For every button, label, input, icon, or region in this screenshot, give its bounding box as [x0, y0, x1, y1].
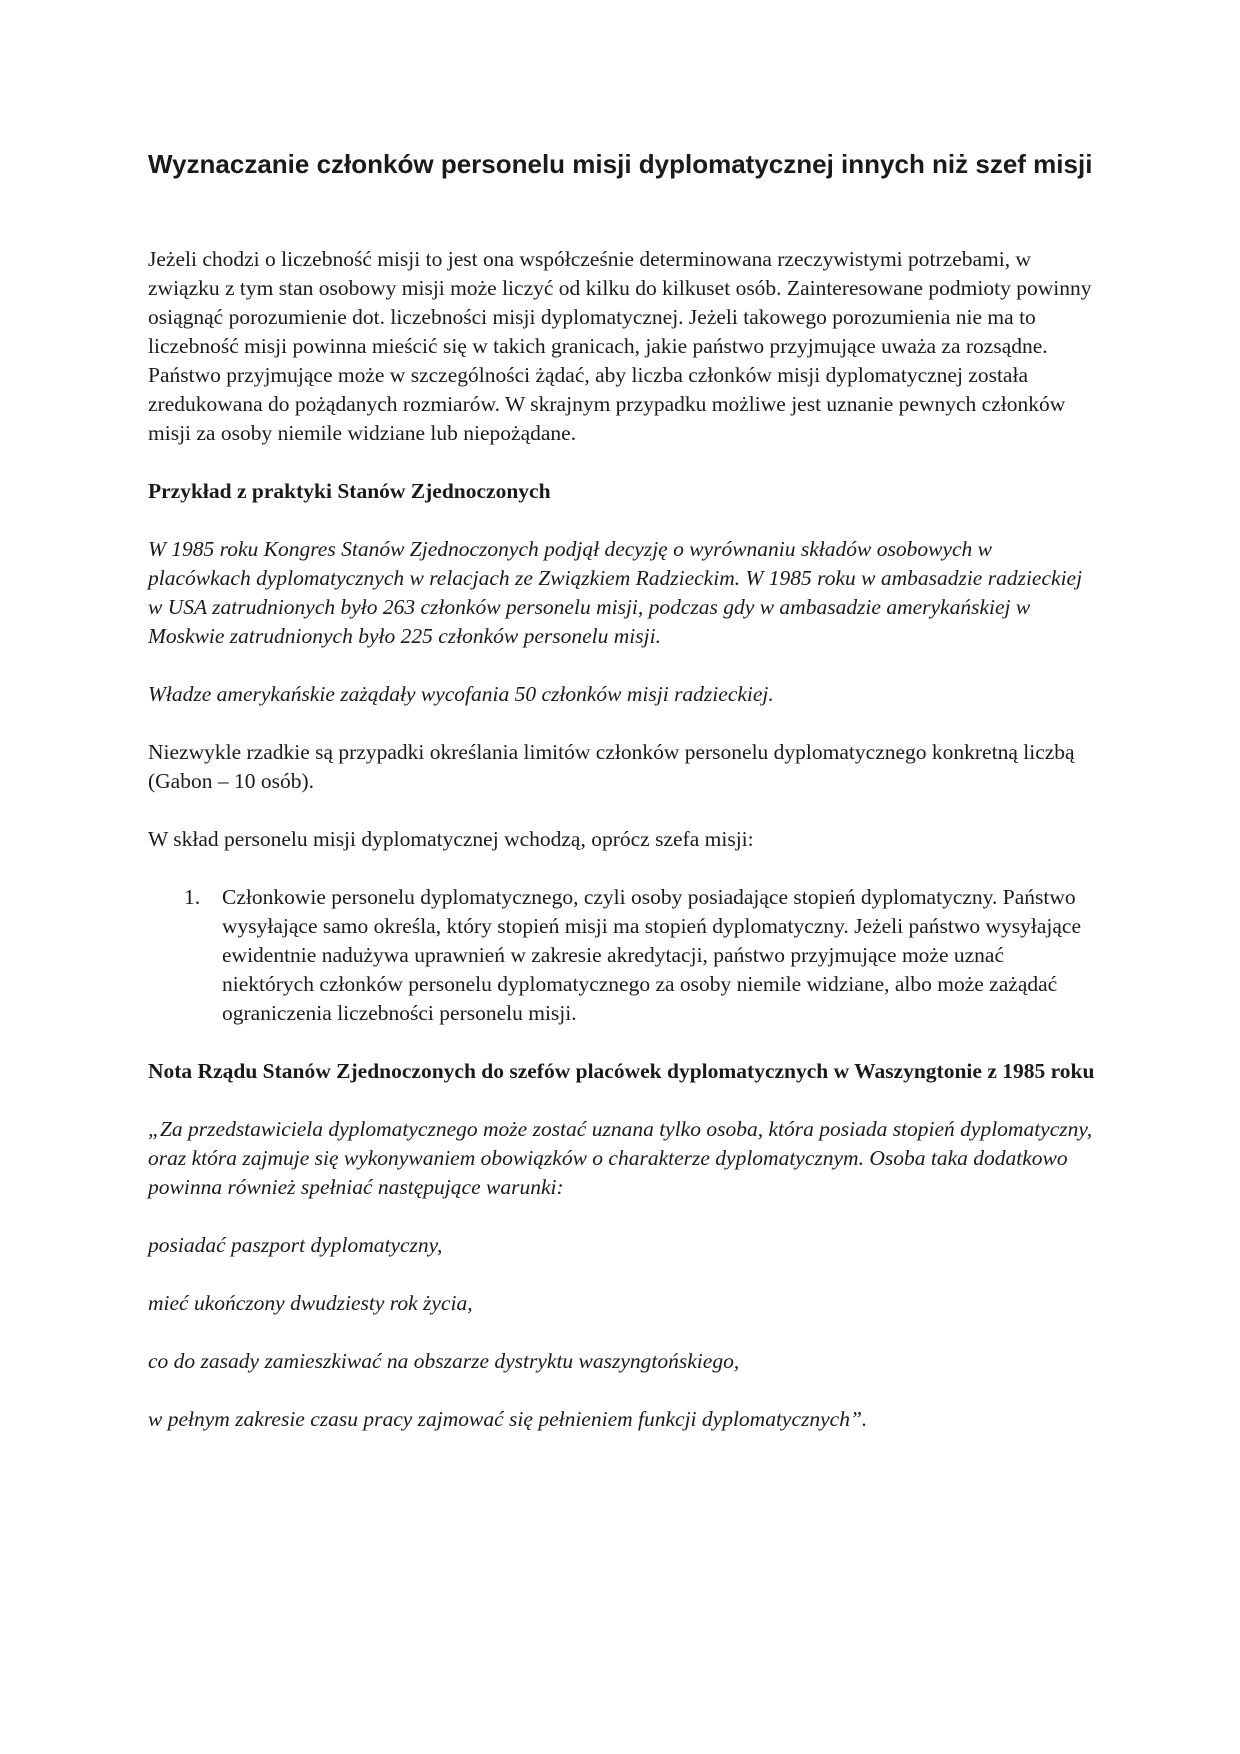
list-item-text: Członkowie personelu dyplomatycznego, czyli osoby posiadające stopień dyplomatyczny. Państwo wysyłające samo określa, który stopień misji ma stopień dyplomatyczny. Jeżeli państwo wysyłające ewidentnie nadużywa uprawnień w zakresie akredytacji, państwo przyjmujące może uznać niektórych członków personelu dyplomatycznego za osoby niemile widziane, albo może zażądać ograniczenia liczebności personelu misji. — [222, 885, 1081, 1025]
personnel-list — [148, 883, 1098, 1028]
quote-condition: w pełnym zakresie czasu pracy zajmować się pełnieniem funkcji dyplomatycznych”. — [148, 1407, 868, 1431]
body-paragraph: Niezwykle rzadkie są przypadki określania limitów członków personelu dyplomatycznego konkretną liczbą (Gabon – 10 osób). — [148, 740, 1075, 793]
section-heading-us-practice: Przykład z praktyki Stanów Zjednoczonych — [148, 479, 551, 503]
quote-condition: posiadać paszport dyplomatyczny, — [148, 1233, 443, 1257]
document-body — [148, 245, 1098, 1463]
body-paragraph: Jeżeli chodzi o liczebność misji to jest ona współcześnie determinowana rzeczywistymi potrzebami, w związku z tym stan osobowy misji może liczyć od kilku do kilkuset osób. Zainteresowane podmioty powinny osiągnąć porozumienie dot. liczebności misji dyplomatycznej. Jeżeli takowego porozumienia nie ma to liczebność misji powinna mieścić się w takich granicach, jakie państwo przyjmujące uważa za rozsądne. Państwo przyjmujące może w szczególności żądać, aby liczba członków misji dyplomatycznej została zredukowana do pożądanych rozmiarów. W skrajnym przypadku możliwe jest uznanie pewnych członków misji za osoby niemile widziane lub niepożądane. — [148, 247, 1092, 445]
body-paragraph: W skład personelu misji dyplomatycznej wchodzą, oprócz szefa misji: — [148, 827, 754, 851]
example-paragraph: W 1985 roku Kongres Stanów Zjednoczonych podjął decyzję o wyrównaniu składów osobowych w placówkach dyplomatycznych w relacjach ze Związkiem Radzieckim. W 1985 roku w ambasadzie radzieckiej w USA zatrudnionych było 263 członków personelu misji, podczas gdy w ambasadzie amerykańskiej w Moskwie zatrudnionych było 225 członków personelu misji. — [148, 537, 1083, 648]
list-item-number: 1. — [184, 885, 201, 909]
quote-condition: co do zasady zamieszkiwać na obszarze dystryktu waszyngtońskiego, — [148, 1349, 740, 1373]
example-paragraph: Władze amerykańskie zażądały wycofania 50 członków misji radzieckiej. — [148, 682, 774, 706]
document-title: Wyznaczanie członków personelu misji dyplomatycznej innych niż szef misji — [148, 149, 1093, 179]
section-heading-note: Nota Rządu Stanów Zjednoczonych do szefów placówek dyplomatycznych w Waszyngtonie z 1985 roku — [148, 1059, 1095, 1083]
quote-condition: mieć ukończony dwudziesty rok życia, — [148, 1291, 473, 1315]
quote-paragraph: „Za przedstawiciela dyplomatycznego może zostać uznana tylko osoba, która posiada stopień dyplomatyczny, oraz która zajmuje się wykonywaniem obowiązków o charakterze dyplomatycznym. Osoba taka dodatkowo powinna również spełniać następujące warunki: — [148, 1117, 1093, 1199]
list-item — [148, 883, 1098, 1028]
